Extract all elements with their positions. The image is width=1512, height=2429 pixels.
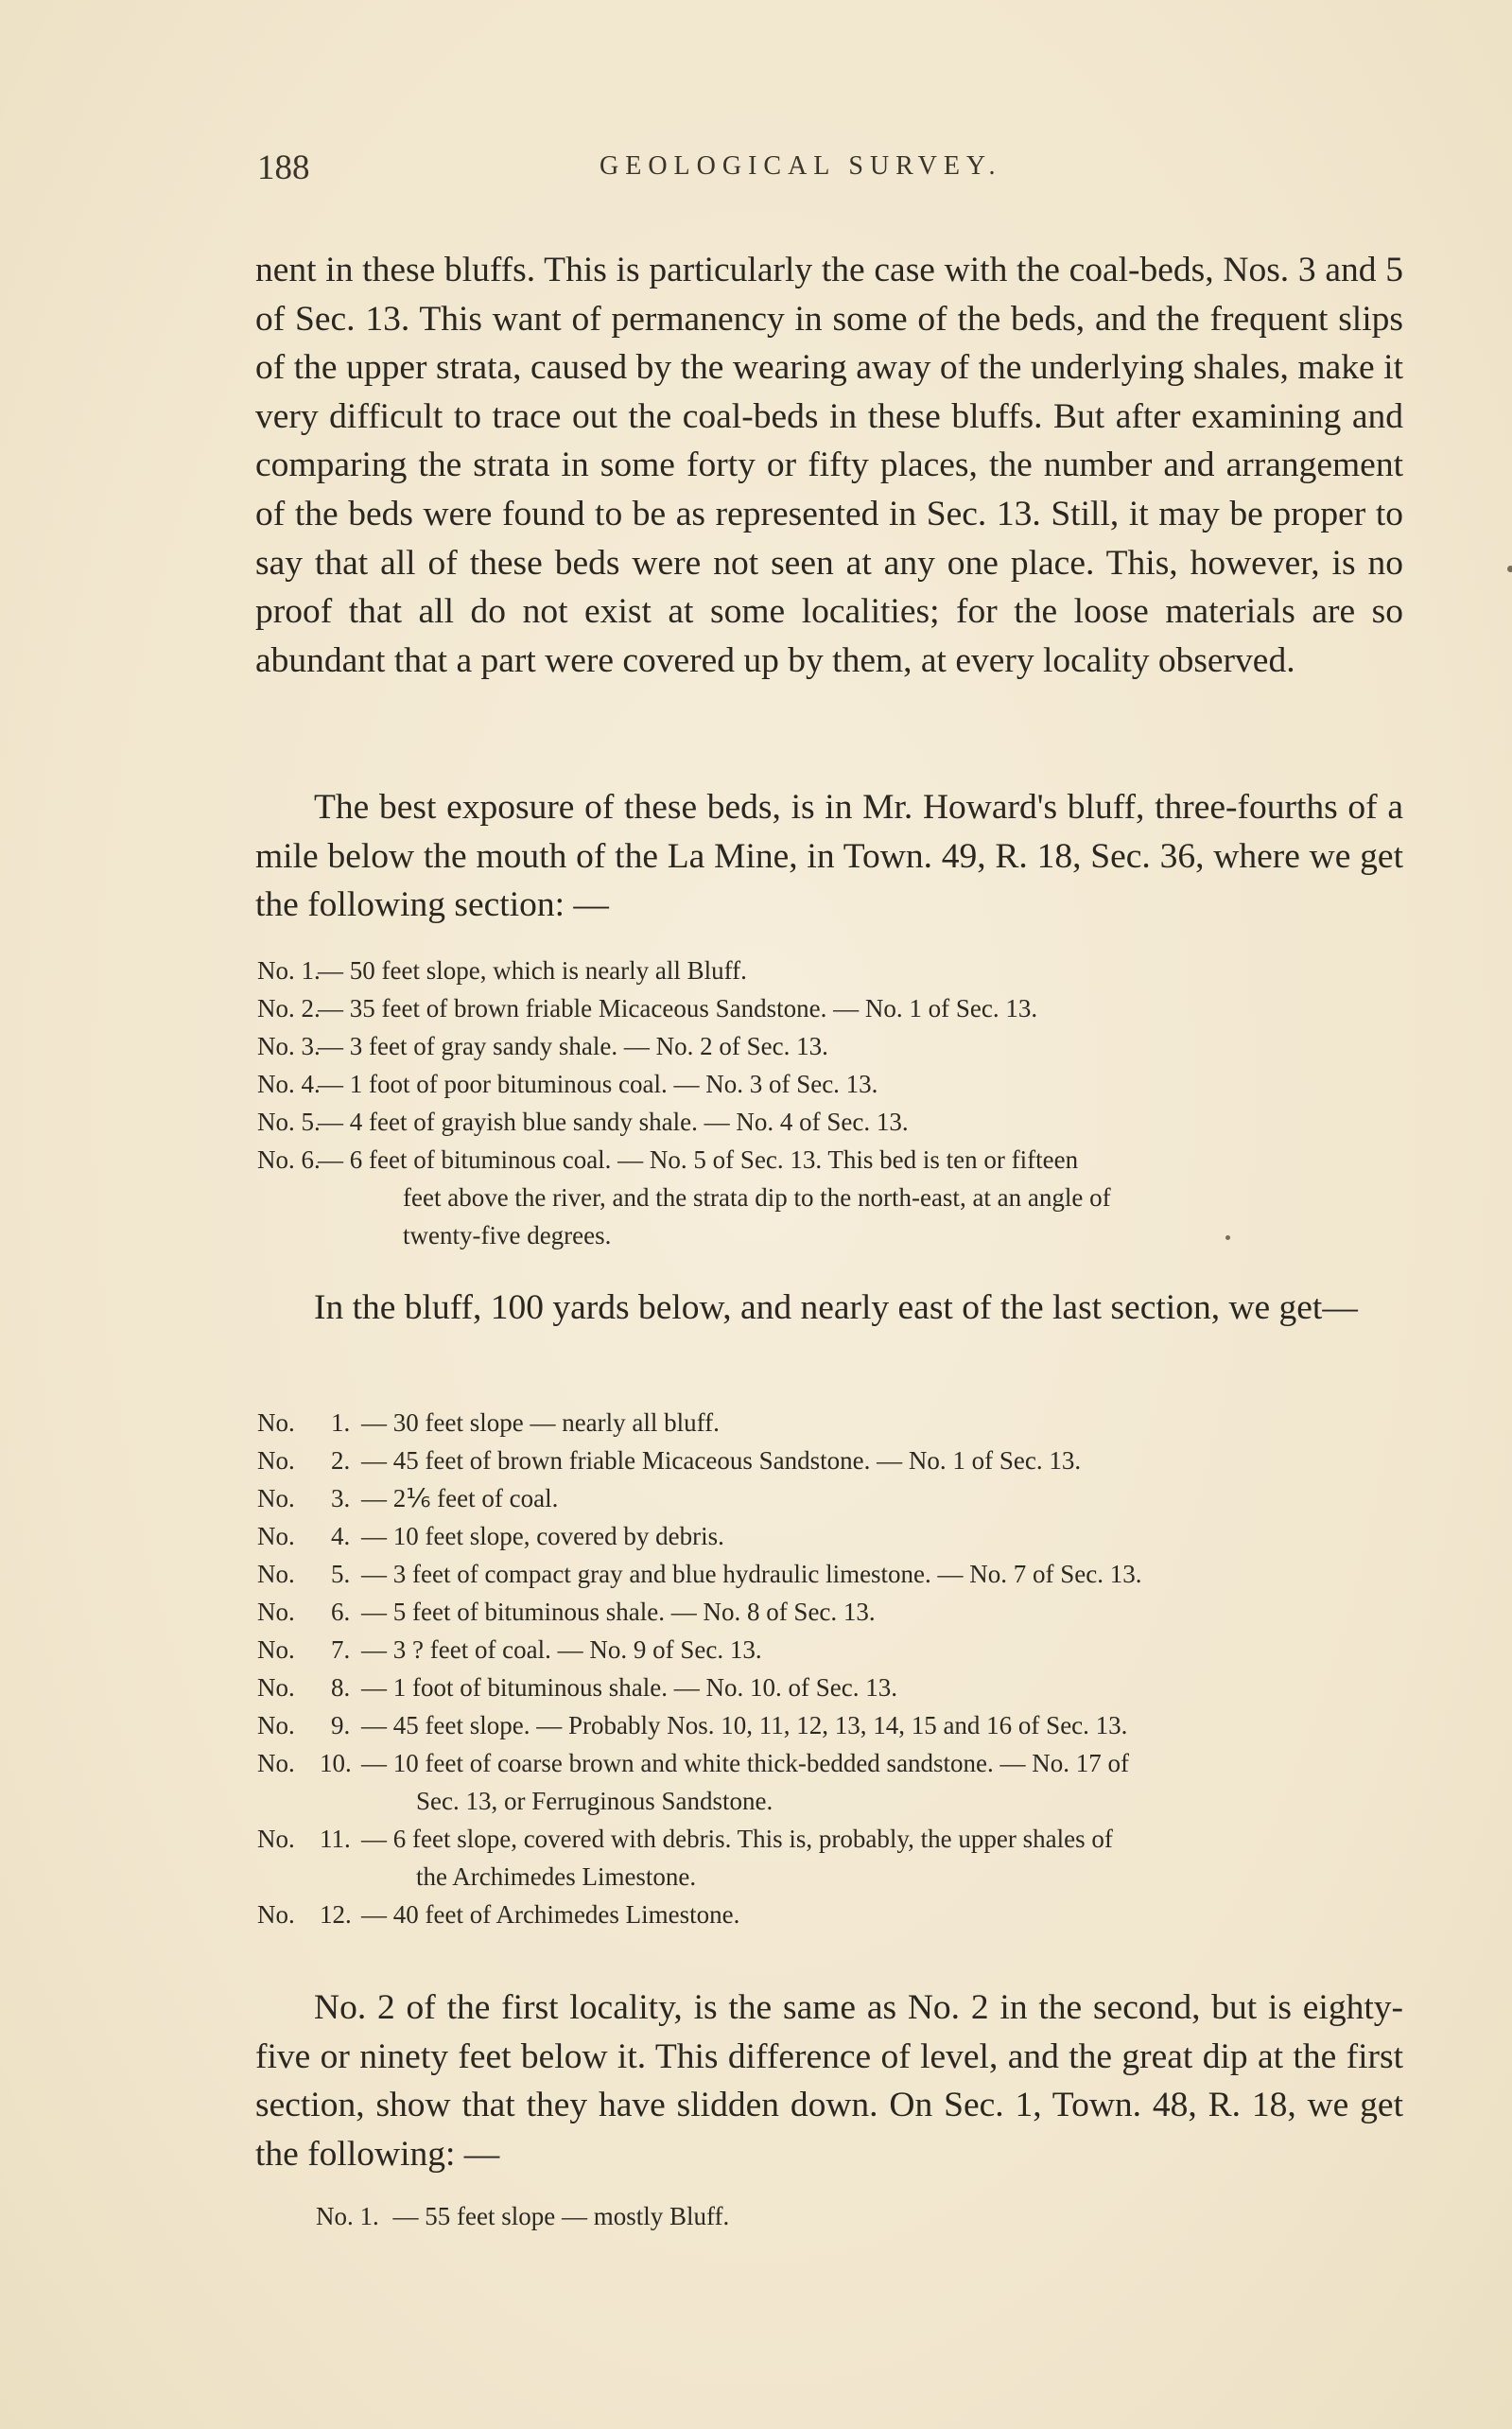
list-item-number: No. 1. [316,2202,379,2230]
paragraph-1: nent in these bluffs. This is particularly the case with the coal-beds, Nos. 3 and 5 of Sec. 13. This want of permanency in some of the beds, and the frequent slips of the upper strata, caused by the wearing away of the underlying shales, make it very difficult to trace out the coal-beds in these bluffs. But after examining and comparing the strata in some forty or fifty places, the number and arrangement of the beds were found to be as represented in Sec. 13. Still, it may be proper to say that all of these beds were not seen at any one place. This, however, is no proof that all do not exist at some localities; for the loose materials are so abundant that a part were covered up by them, at every locality observed. [255,251,1403,680]
list-item: No. 1. — 50 feet slope, which is nearly all Bluff. [257,956,747,985]
list-item-text: — 55 feet slope — mostly Bluff. [392,2202,730,2230]
list-item: No. 3. — 2⅙ feet of coal. [257,1484,559,1512]
section-list-3 [316,2202,729,2231]
list-item: No. 5. — 3 feet of compact gray and blue hydraulic limestone. — No. 7 of Sec. 13. [257,1560,1142,1588]
list-item: No. 2. — 45 feet of brown friable Micaceous Sandstone. — No. 1 of Sec. 13. [257,1446,1082,1475]
page-speck [1507,566,1512,572]
list-item: No. 10. — 10 feet of coarse brown and white thick-bedded sandstone. — No. 17 of Sec. 13, or Ferruginous Sandstone. [257,1749,1130,1815]
paragraph-3: In the bluff, 100 yards below, and nearly east of the last section, we get— [314,1288,1358,1327]
list-item: No. 9. — 45 feet slope. — Probably Nos. 10, 11, 12, 13, 14, 15 and 16 of Sec. 13. [257,1711,1128,1739]
paragraph-2: The best exposure of these beds, is in Mr. Howard's bluff, three-fourths of a mile below the mouth of the La Mine, in Town. 49, R. 18, Sec. 36, where we get the following section: — [255,788,1403,925]
page-number: 188 [257,149,310,187]
list-item: No. 1. — 30 feet slope — nearly all bluff. [257,1408,720,1437]
list-item: No. 2. — 35 feet of brown friable Micaceous Sandstone. — No. 1 of Sec. 13. [257,994,1038,1022]
list-item: No. 8. — 1 foot of bituminous shale. — No. 10. of Sec. 13. [257,1673,897,1702]
list-item: No. 4. — 10 feet slope, covered by debris. [257,1522,724,1550]
list-item: No. 12. — 40 feet of Archimedes Limestone. [257,1900,740,1929]
list-item: No. 6. — 5 feet of bituminous shale. — No. 8 of Sec. 13. [257,1598,876,1626]
paragraph-4: No. 2 of the first locality, is the same as No. 2 in the second, but is eighty-five or ninety feet below it. This difference of level, and the great dip at the first section, show that they have slidden down. On Sec. 1, Town. 48, R. 18, we get the following: — [255,1988,1403,2174]
list-item: No. 6. — 6 feet of bituminous coal. — No. 5 of Sec. 13. This bed is ten or fifteen feet above the river, and the strata dip to the north-east, at an angle of twenty-five degrees. [257,1145,1111,1249]
page-speck [1225,1235,1230,1240]
list-item: No. 7. — 3 ? feet of coal. — No. 9 of Sec. 13. [257,1635,762,1664]
list-item: No. 5. — 4 feet of grayish blue sandy shale. — No. 4 of Sec. 13. [257,1108,909,1136]
list-item: No. 11. — 6 feet slope, covered with debris. This is, probably, the upper shales of the Archimedes Limestone. [257,1825,1113,1891]
running-title: GEOLOGICAL SURVEY. [600,151,1002,181]
list-item: No. 3. — 3 feet of gray sandy shale. — No. 2 of Sec. 13. [257,1032,828,1060]
list-item: No. 4. — 1 foot of poor bituminous coal. — No. 3 of Sec. 13. [257,1070,878,1098]
section-list-1 [257,952,1407,1254]
section-list-2 [257,1404,1407,1933]
page-header [257,148,1411,195]
